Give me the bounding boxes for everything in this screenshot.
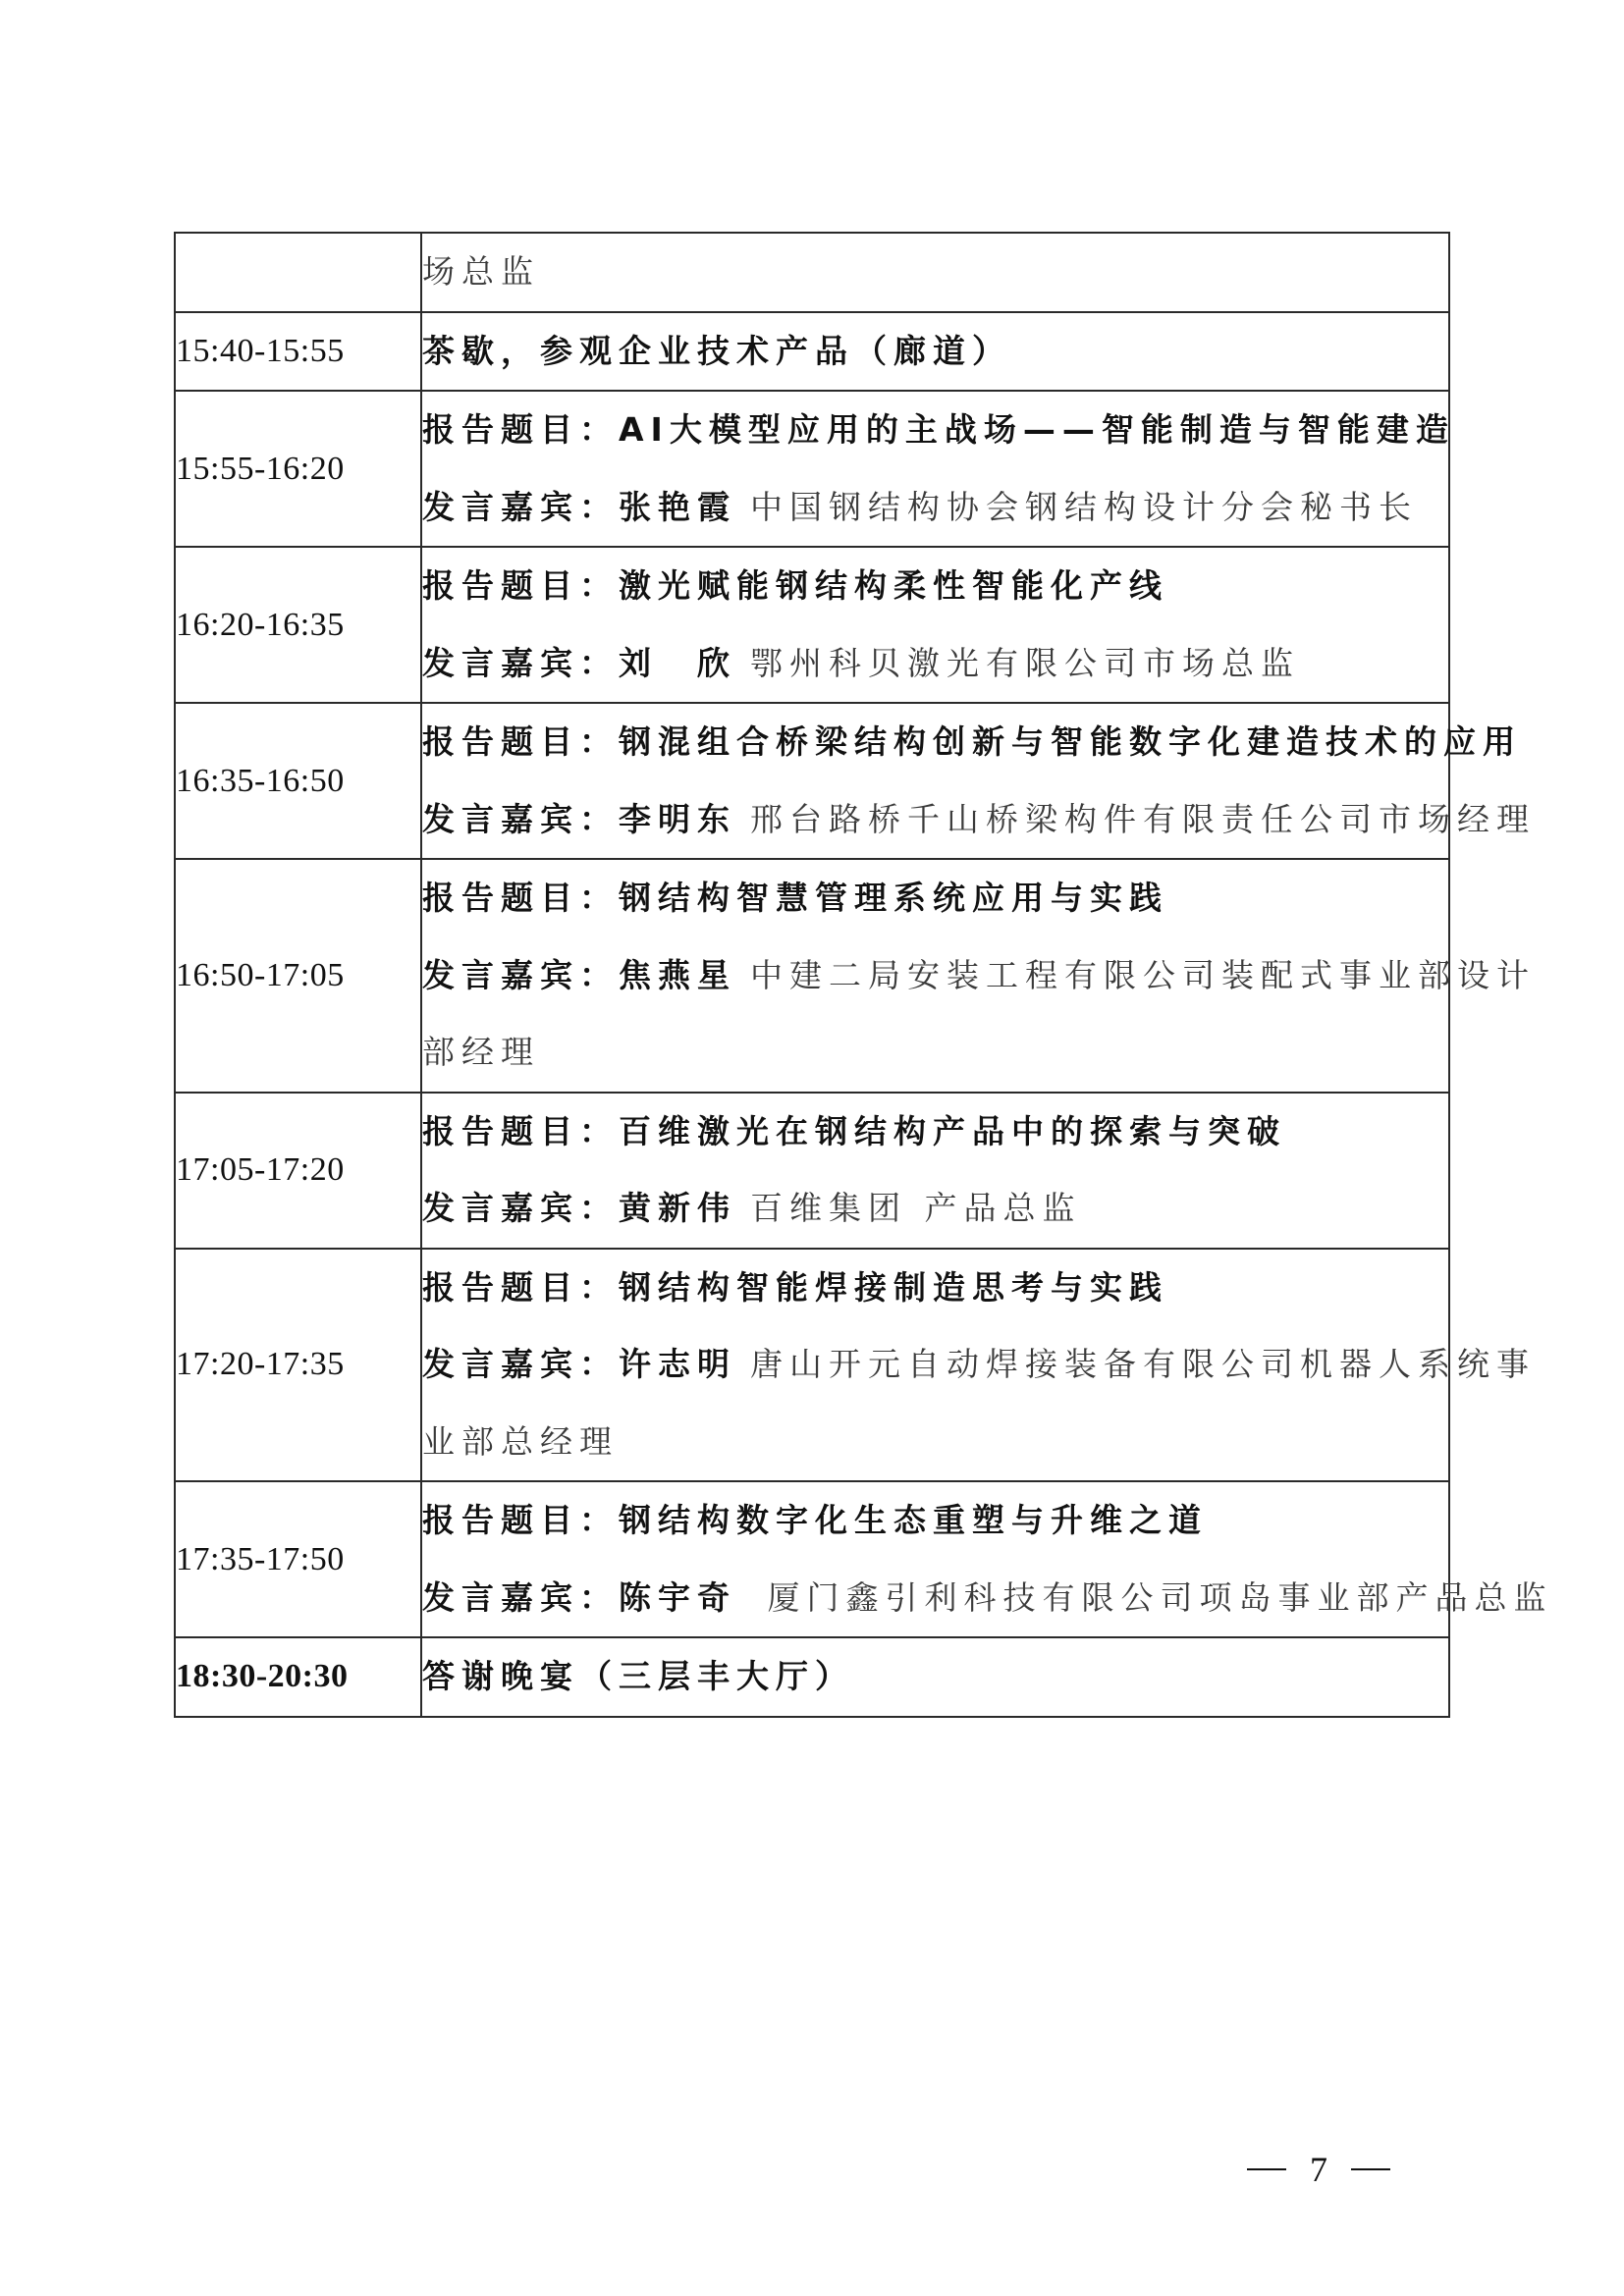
report-topic-line xyxy=(422,1094,1448,1171)
topic-label: 报告题目： xyxy=(422,566,619,605)
report-topic-line xyxy=(422,1250,1448,1327)
speaker-line xyxy=(422,1326,1536,1404)
speaker-line xyxy=(422,781,1536,859)
speaker-name: 焦燕星 xyxy=(619,955,736,994)
topic-title: 百维激光在钢结构产品中的探索与突破 xyxy=(619,1111,1286,1150)
session-details xyxy=(421,233,1449,312)
topic-label: 报告题目： xyxy=(422,410,619,449)
speaker-affiliation: 鄂州科贝激光有限公司市场总监 xyxy=(750,643,1300,682)
speaker-line xyxy=(422,1560,1553,1637)
speaker-affiliation: 中国钢结构协会钢结构设计分会秘书长 xyxy=(750,487,1418,526)
session-details xyxy=(421,391,1455,547)
speaker-label: 发言嘉宾： xyxy=(422,799,619,838)
time-slot: 15:40-15:55 xyxy=(175,312,421,392)
event-text: 茶歇，参观企业技术产品（廊道） xyxy=(422,331,1011,370)
agenda-row xyxy=(175,1249,1449,1482)
page-footer xyxy=(1247,2145,1443,2194)
speaker-affiliation: 厦门鑫引利科技有限公司项岛事业部产品总监 xyxy=(750,1577,1553,1617)
speaker-name: 张艳霞 xyxy=(619,487,736,526)
event-description xyxy=(422,313,1448,391)
topic-label: 报告题目： xyxy=(422,1111,619,1150)
continuation-text: 业部总经理 xyxy=(422,1421,619,1461)
topic-title: 钢结构智慧管理系统应用与实践 xyxy=(619,879,1168,917)
report-topic-line xyxy=(422,392,1455,469)
continuation-text: 部经理 xyxy=(422,1033,540,1071)
session-details xyxy=(421,703,1536,859)
agenda-row xyxy=(175,233,1449,312)
session-details xyxy=(421,1481,1553,1637)
report-topic-line xyxy=(422,1482,1448,1560)
topic-title: 钢结构智能焊接制造思考与实践 xyxy=(619,1267,1168,1307)
time-slot xyxy=(175,233,421,312)
topic-title: 钢混组合桥梁结构创新与智能数字化建造技术的应用 xyxy=(619,722,1522,761)
speaker-label: 发言嘉宾： xyxy=(422,1345,619,1383)
agenda-row xyxy=(175,391,1449,547)
time-slot: 17:05-17:20 xyxy=(175,1093,421,1249)
topic-label: 报告题目： xyxy=(422,1267,619,1307)
session-details xyxy=(421,312,1449,392)
event-text: 答谢晚宴（三层丰大厅） xyxy=(422,1657,854,1695)
event-description xyxy=(422,1638,1448,1716)
speaker-name: 陈宇奇 xyxy=(619,1577,736,1617)
report-topic-line xyxy=(422,548,1448,625)
agenda-table-body xyxy=(175,233,1553,1717)
speaker-line xyxy=(422,937,1536,1015)
speaker-affiliation: 邢台路桥千山桥梁构件有限责任公司市场经理 xyxy=(750,799,1536,838)
time-slot: 15:55-16:20 xyxy=(175,391,421,547)
agenda-row xyxy=(175,312,1449,392)
speaker-name: 李明东 xyxy=(619,799,736,838)
speaker-label: 发言嘉宾： xyxy=(422,1577,619,1617)
session-details xyxy=(421,547,1449,703)
time-slot: 18:30-20:30 xyxy=(175,1637,421,1717)
session-details xyxy=(421,1093,1449,1249)
speaker-line xyxy=(422,625,1448,703)
speaker-line xyxy=(422,469,1448,547)
speaker-affiliation: 中建二局安装工程有限公司装配式事业部设计 xyxy=(750,955,1536,994)
session-details xyxy=(421,1249,1536,1482)
topic-title: 激光赋能钢结构柔性智能化产线 xyxy=(619,566,1168,605)
affiliation-continuation xyxy=(422,1014,1448,1092)
time-slot: 16:35-16:50 xyxy=(175,703,421,859)
speaker-name: 黄新伟 xyxy=(619,1189,736,1227)
speaker-label: 发言嘉宾： xyxy=(422,487,619,526)
page-number: 7 xyxy=(1310,2150,1327,2189)
agenda-row xyxy=(175,1637,1449,1717)
time-slot: 17:35-17:50 xyxy=(175,1481,421,1637)
speaker-label: 发言嘉宾： xyxy=(422,1189,619,1227)
topic-title: AI大模型应用的主战场——智能制造与智能建造 xyxy=(619,410,1455,449)
topic-title: 钢结构数字化生态重塑与升维之道 xyxy=(619,1501,1208,1539)
continuation-text: 场总监 xyxy=(422,252,540,291)
speaker-line xyxy=(422,1170,1448,1248)
footer-dash-right xyxy=(1351,2168,1390,2170)
affiliation-continuation xyxy=(422,234,1448,311)
speaker-affiliation: 百维集团 产品总监 xyxy=(750,1189,1082,1227)
agenda-table xyxy=(174,232,1553,1718)
time-slot: 17:20-17:35 xyxy=(175,1249,421,1482)
topic-label: 报告题目： xyxy=(422,1501,619,1539)
speaker-name: 刘 欣 xyxy=(619,643,736,682)
speaker-name: 许志明 xyxy=(619,1345,736,1383)
report-topic-line xyxy=(422,704,1522,781)
time-slot: 16:20-16:35 xyxy=(175,547,421,703)
agenda-row xyxy=(175,547,1449,703)
speaker-affiliation: 唐山开元自动焊接装备有限公司机器人系统事 xyxy=(750,1345,1536,1383)
time-slot: 16:50-17:05 xyxy=(175,859,421,1093)
agenda-row xyxy=(175,1093,1449,1249)
topic-label: 报告题目： xyxy=(422,722,619,761)
speaker-label: 发言嘉宾： xyxy=(422,643,619,682)
speaker-label: 发言嘉宾： xyxy=(422,955,619,994)
agenda-row xyxy=(175,703,1449,859)
session-details xyxy=(421,1637,1449,1717)
agenda-row xyxy=(175,1481,1449,1637)
agenda-row xyxy=(175,859,1449,1093)
topic-label: 报告题目： xyxy=(422,879,619,917)
footer-dash-left xyxy=(1247,2168,1286,2170)
affiliation-continuation xyxy=(422,1404,1448,1481)
session-details xyxy=(421,859,1536,1093)
report-topic-line xyxy=(422,860,1448,937)
